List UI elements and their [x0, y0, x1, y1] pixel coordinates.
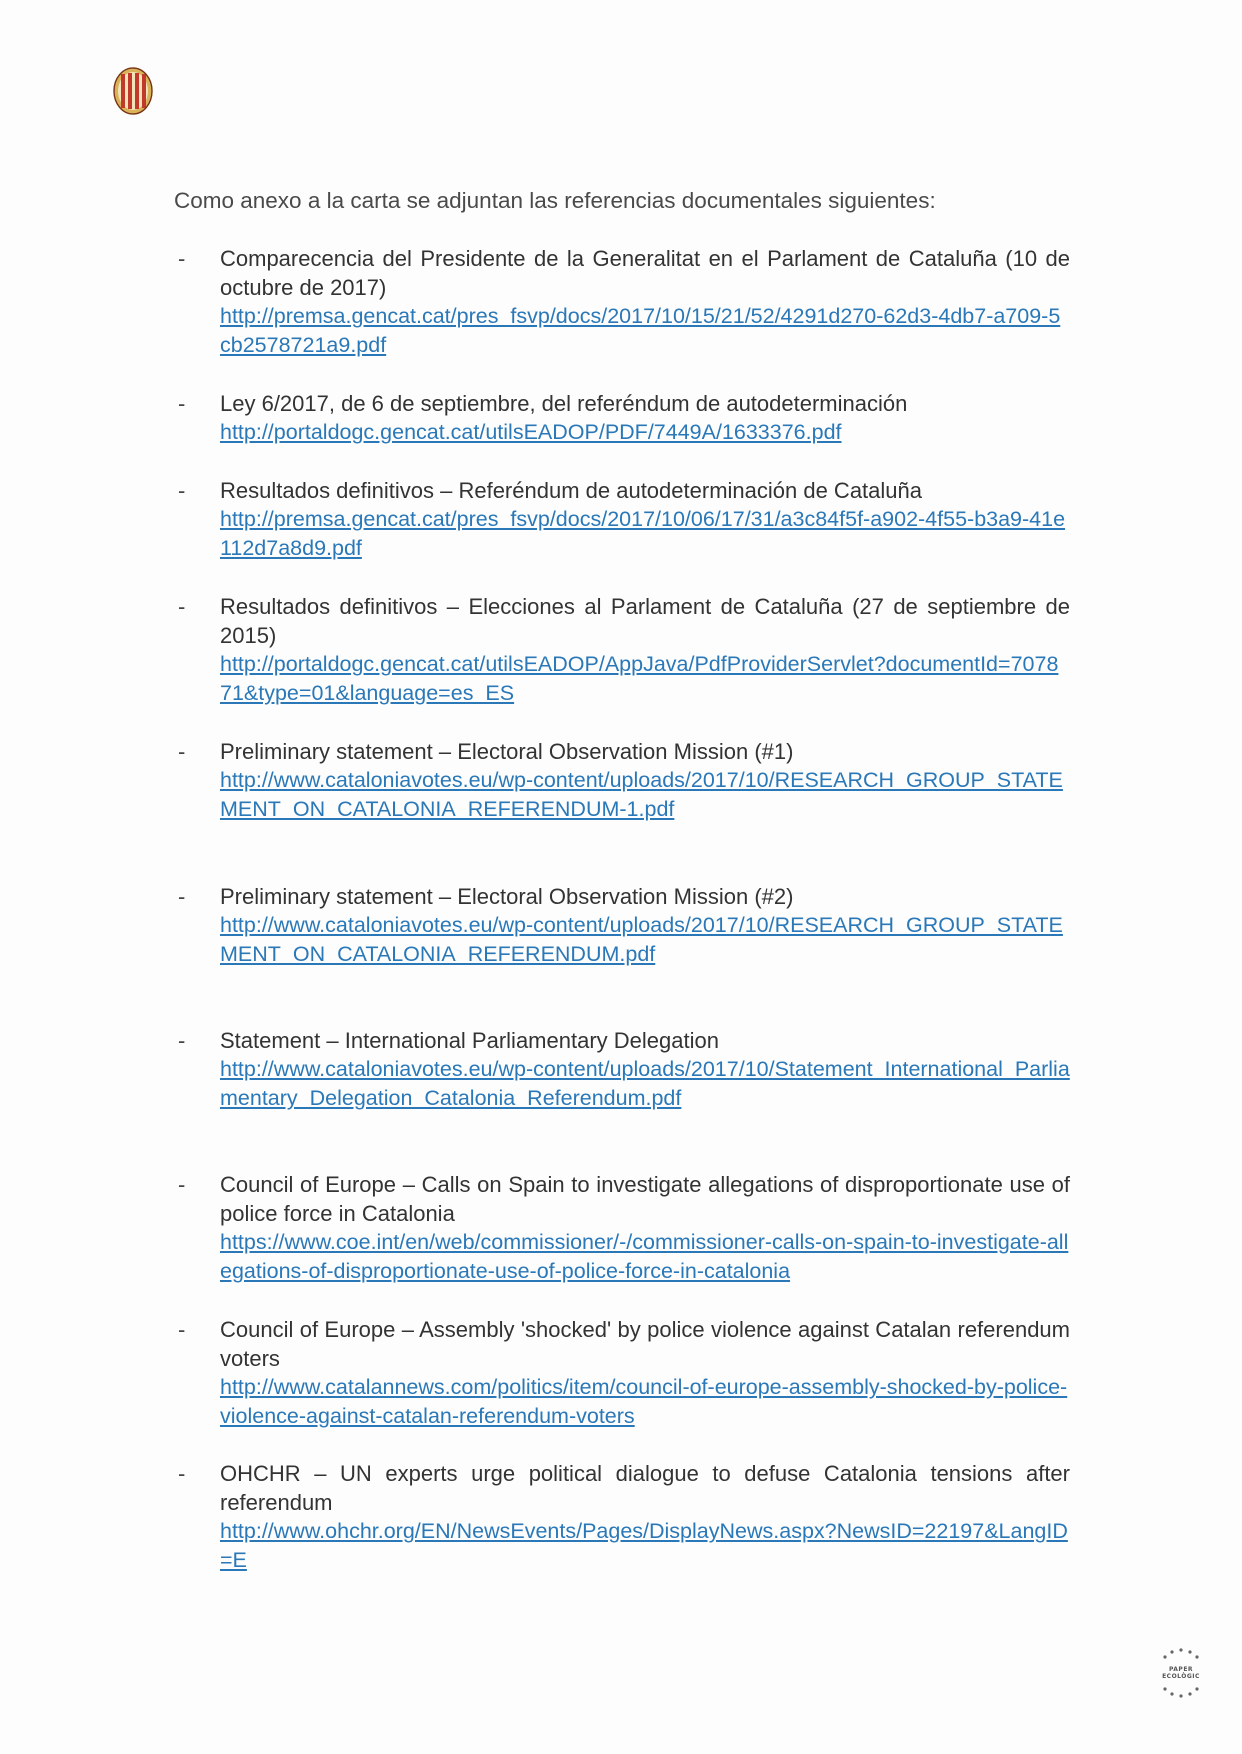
- list-bullet: -: [178, 739, 186, 764]
- reference-title: Resultados definitivos – Elecciones al Parlament de Cataluña (27 de septiembre de 2015): [220, 594, 1070, 648]
- reference-link[interactable]: http://www.cataloniavotes.eu/wp-content/uploads/2017/10/Statement_International_Parliamentary_Delegation_Catalonia_Referendum.pdf: [220, 1057, 1070, 1110]
- reference-title: Council of Europe – Calls on Spain to investigate allegations of disproportionate use of police force in Catalonia: [220, 1172, 1070, 1226]
- reference-link[interactable]: http://premsa.gencat.cat/pres_fsvp/docs/2017/10/15/21/52/4291d270-62d3-4db7-a709-5cb2578721a9.pdf: [220, 304, 1061, 357]
- reference-body: [220, 1026, 1070, 1113]
- list-bullet: -: [178, 1172, 186, 1197]
- reference-link[interactable]: https://www.coe.int/en/web/commissioner/-/commissioner-calls-on-spain-to-investigate-allegations-of-disproportionate-use-of-police-force-in-catalonia: [220, 1230, 1069, 1283]
- reference-link[interactable]: http://www.ohchr.org/EN/NewsEvents/Pages/DisplayNews.aspx?NewsID=22197&LangID=E: [220, 1519, 1068, 1572]
- stamp-label: PAPER ECOLÒGIC: [1162, 1666, 1200, 1680]
- list-bullet: -: [178, 884, 186, 909]
- reference-link[interactable]: http://premsa.gencat.cat/pres_fsvp/docs/2017/10/06/17/31/a3c84f5f-a902-4f55-b3a9-41e112d7a8d9.pdf: [220, 507, 1066, 560]
- intro-text: Como anexo a la carta se adjuntan las referencias documentales siguientes:: [174, 188, 936, 213]
- list-bullet: -: [178, 594, 186, 619]
- reference-body: [220, 389, 1070, 447]
- reference-title: OHCHR – UN experts urge political dialogue to defuse Catalonia tensions after referendum: [220, 1461, 1070, 1515]
- reference-body: [220, 476, 1070, 563]
- list-bullet: -: [178, 1461, 186, 1486]
- reference-title: Preliminary statement – Electoral Observation Mission (#2): [220, 884, 794, 909]
- list-bullet: -: [178, 1317, 186, 1342]
- reference-body: [220, 1315, 1070, 1431]
- reference-title: Statement – International Parliamentary Delegation: [220, 1028, 719, 1053]
- reference-body: [220, 592, 1070, 708]
- reference-title: Council of Europe – Assembly 'shocked' by police violence against Catalan referendum voters: [220, 1317, 1070, 1371]
- reference-link[interactable]: http://www.cataloniavotes.eu/wp-content/uploads/2017/10/RESEARCH_GROUP_STATEMENT_ON_CATALONIA_REFERENDUM-1.pdf: [220, 768, 1063, 821]
- reference-link[interactable]: http://portaldogc.gencat.cat/utilsEADOP/AppJava/PdfProviderServlet?documentId=707871&type=01&language=es_ES: [220, 652, 1059, 705]
- list-bullet: -: [178, 1028, 186, 1053]
- reference-link[interactable]: http://www.catalannews.com/politics/item/council-of-europe-assembly-shocked-by-police-violence-against-catalan-referendum-voters: [220, 1375, 1068, 1428]
- eco-paper-stamp-icon: [1152, 1644, 1210, 1702]
- list-bullet: -: [178, 246, 186, 271]
- list-bullet: -: [178, 478, 186, 503]
- reference-body: [220, 1459, 1070, 1575]
- generalitat-seal-icon: [112, 66, 154, 116]
- reference-link[interactable]: http://portaldogc.gencat.cat/utilsEADOP/PDF/7449A/1633376.pdf: [220, 420, 842, 444]
- reference-body: [220, 737, 1070, 824]
- reference-body: [220, 882, 1070, 969]
- reference-body: [220, 244, 1070, 360]
- reference-body: [220, 1170, 1070, 1286]
- list-bullet: -: [178, 391, 186, 416]
- reference-title: Comparecencia del Presidente de la Generalitat en el Parlament de Cataluña (10 de octubre de 2017): [220, 246, 1070, 300]
- reference-title: Ley 6/2017, de 6 de septiembre, del referéndum de autodeterminación: [220, 391, 908, 416]
- reference-link[interactable]: http://www.cataloniavotes.eu/wp-content/uploads/2017/10/RESEARCH_GROUP_STATEMENT_ON_CATALONIA_REFERENDUM.pdf: [220, 913, 1063, 966]
- reference-title: Preliminary statement – Electoral Observation Mission (#1): [220, 739, 794, 764]
- reference-title: Resultados definitivos – Referéndum de autodeterminación de Cataluña: [220, 478, 922, 503]
